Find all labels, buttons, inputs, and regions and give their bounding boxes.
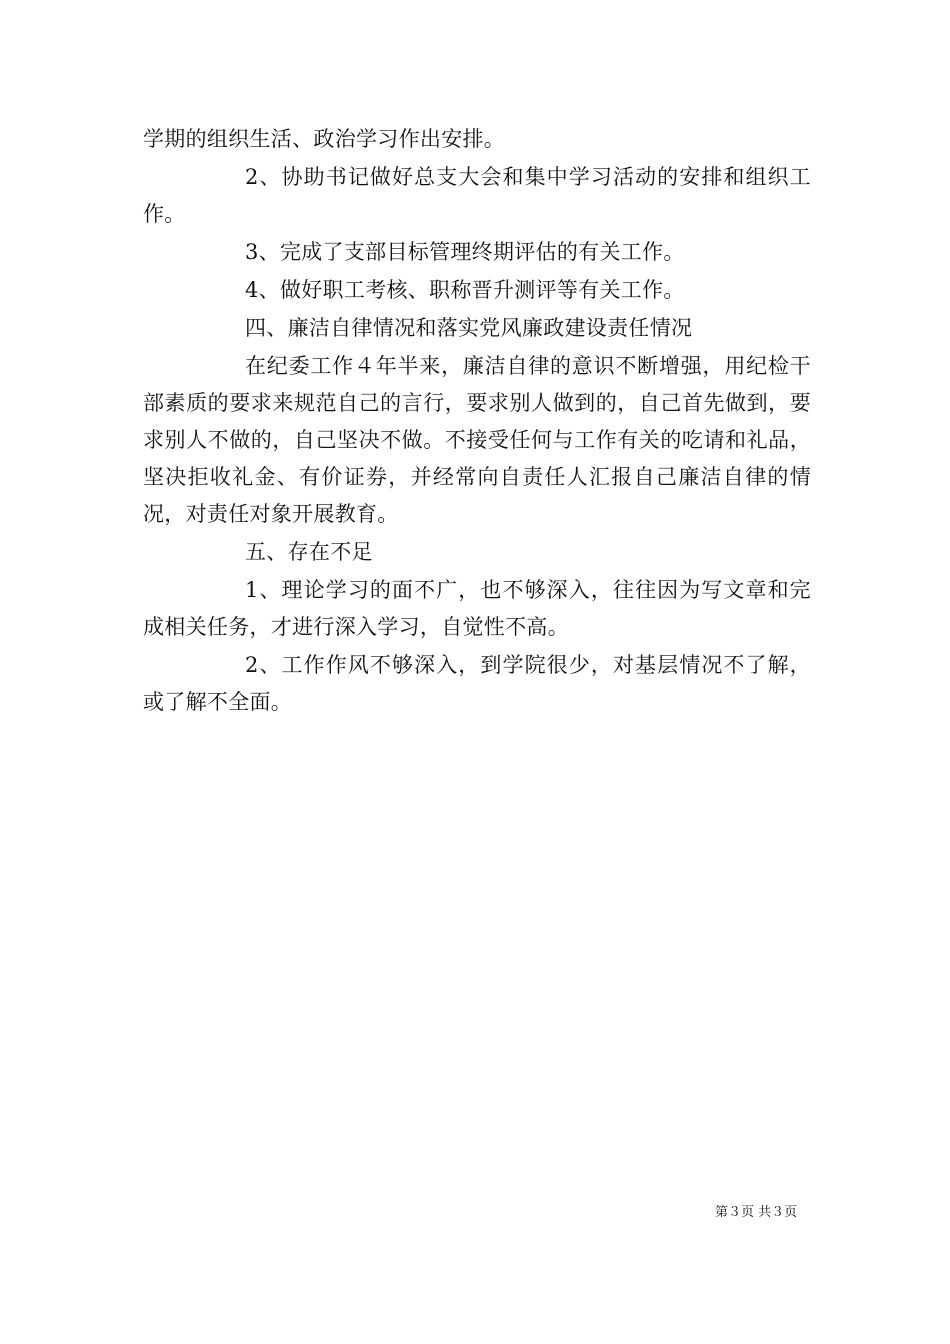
document-body (143, 121, 811, 722)
paragraph-integrity: 在纪委工作４年半来，廉洁自律的意识不断增强，用纪检干部素质的要求来规范自己的言行，要求别人做到的，自己首先做到，要求别人不做的，自己坚决不做。不接受任何与工作有关的吃请和礼品，坚决拒收礼金、有价证券，并经常向自责任人汇报自己廉洁自律的情况，对责任对象开展教育。 (143, 354, 811, 526)
paragraph-item-4: 4、做好职工考核、职称晋升测评等有关工作。 (245, 278, 685, 302)
page-number-footer: 第３页 共３页 (715, 1205, 798, 1220)
paragraph-shortcoming-1: 1、理论学习的面不广，也不够深入，往往因为写文章和完成相关任务，才进行深入学习，自觉性不高。 (143, 578, 811, 639)
paragraph-continuation: 学期的组织生活、政治学习作出安排。 (143, 127, 506, 151)
section-heading-4: 四、廉洁自律情况和落实党风廉政建设责任情况 (245, 316, 693, 340)
section-heading-5: 五、存在不足 (245, 540, 373, 564)
paragraph-item-3: 3、完成了支部目标管理终期评估的有关工作。 (245, 240, 685, 264)
paragraph-shortcoming-2: 2、工作作风不够深入，到学院很少，对基层情况不了解，或了解不全面。 (143, 653, 811, 714)
paragraph-item-2: 2、协助书记做好总支大会和集中学习活动的安排和组织工作。 (143, 165, 811, 226)
